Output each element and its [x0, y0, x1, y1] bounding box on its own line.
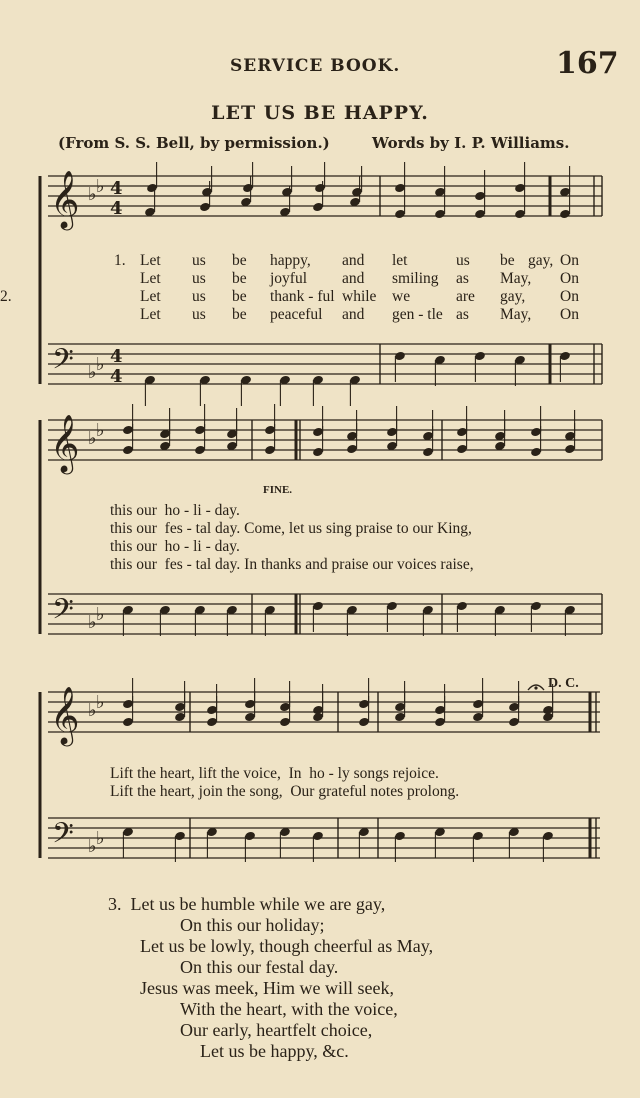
flat-sign: ♭ [96, 354, 105, 375]
treble-clef: 𝄞 [50, 686, 80, 744]
treble-clef: 𝄞 [50, 170, 80, 228]
lyric-word: peaceful [270, 306, 323, 323]
lyric-word: be [232, 270, 247, 287]
verse-line: On this our holiday; [180, 915, 325, 935]
flat-sign: ♭ [96, 176, 105, 197]
bass-clef: 𝄢 [52, 593, 74, 633]
lyric-word: us [192, 270, 206, 287]
verse-line: With the heart, with the voice, [180, 999, 398, 1019]
dc-marker: D. C. [548, 676, 579, 691]
lyric-line: this our fes - tal day. Come, let us sing praise to our King, [110, 520, 472, 537]
verse-line: Jesus was meek, Him we will seek, [140, 978, 394, 998]
lyric-word: be [232, 306, 247, 323]
hymn-title: LET US BE HAPPY. [211, 102, 429, 124]
lyric-word: as [456, 306, 469, 323]
lyric-word: as [456, 270, 469, 287]
bass-clef: 𝄢 [52, 343, 74, 383]
lyric-line: this our fes - tal day. In thanks and praise our voices raise, [110, 556, 474, 573]
verse-line: 3. Let us be humble while we are gay, [108, 894, 386, 914]
lyric-word: On [560, 270, 579, 287]
lyric-word: we [392, 288, 411, 305]
lyric-line: Lift the heart, join the song, Our grateful notes prolong. [110, 783, 460, 800]
lyric-word: let [392, 252, 408, 269]
lyric-word: May, [500, 306, 532, 323]
lyric-word: gen - tle [392, 306, 443, 323]
lyric-word: Let [140, 306, 161, 323]
lyric-word: us [192, 306, 206, 323]
lyric-word: 1. [114, 252, 126, 269]
lyric-word: joyful [270, 270, 308, 287]
lyric-word: thank - ful [270, 288, 335, 305]
verse-line: Our early, heartfelt choice, [180, 1020, 373, 1040]
bass-clef: 𝄢 [52, 817, 74, 857]
lyric-word: gay, [528, 252, 554, 269]
lyric-word: be [500, 252, 515, 269]
lyric-word: May, [500, 270, 532, 287]
flat-sign: ♭ [96, 692, 105, 713]
flat-sign: ♭ [88, 184, 97, 205]
lyric-line: this our ho - li - day. [110, 502, 240, 519]
lyric-word: Let [140, 270, 161, 287]
verse-line: Let us be happy, &c. [200, 1041, 349, 1061]
source-credit: (From S. S. Bell, by permission.) [58, 134, 330, 152]
time-sig-top: 4 [110, 178, 123, 199]
lyric-word: smiling [392, 270, 439, 287]
lyric-word: be [232, 252, 247, 269]
treble-clef: 𝄞 [50, 414, 80, 472]
time-sig-bottom: 4 [110, 198, 123, 219]
running-title: SERVICE BOOK. [230, 56, 401, 76]
lyric-word: Let [140, 252, 161, 269]
lyric-word: On [560, 288, 579, 305]
flat-sign: ♭ [88, 362, 97, 383]
lyric-line: this our ho - li - day. [110, 538, 240, 555]
time-sig-top: 4 [110, 346, 123, 367]
lyric-word: us [192, 288, 206, 305]
time-sig-bottom: 4 [110, 366, 123, 387]
lyric-word: and [342, 252, 365, 269]
lyric-word: and [342, 270, 365, 287]
lyric-word: and [342, 306, 365, 323]
lyric-word: while [342, 288, 377, 305]
lyric-word: us [456, 252, 470, 269]
lyric-word: On [560, 306, 579, 323]
flat-sign: ♭ [96, 420, 105, 441]
fine-marker: FINE. [263, 484, 293, 496]
flat-sign: ♭ [96, 828, 105, 849]
page-number: 167 [556, 46, 619, 81]
lyric-word: us [192, 252, 206, 269]
flat-sign: ♭ [88, 700, 97, 721]
lyric-word: are [456, 288, 475, 305]
lyric-word: Let [140, 288, 161, 305]
verse-line: Let us be lowly, though cheerful as May, [140, 936, 434, 956]
lyric-line: Lift the heart, lift the voice, In ho - ly songs rejoice. [110, 765, 439, 782]
lyric-word: be [232, 288, 247, 305]
lyric-word: On [560, 252, 579, 269]
verse-line: On this our festal day. [180, 957, 339, 977]
lyric-word: 2. [0, 288, 12, 305]
flat-sign: ♭ [88, 612, 97, 633]
lyric-word: happy, [270, 252, 311, 269]
flat-sign: ♭ [96, 604, 105, 625]
fermata-dot [534, 686, 537, 689]
flat-sign: ♭ [88, 836, 97, 857]
flat-sign: ♭ [88, 428, 97, 449]
words-credit: Words by I. P. Williams. [372, 134, 570, 152]
lyric-word: gay, [500, 288, 526, 305]
